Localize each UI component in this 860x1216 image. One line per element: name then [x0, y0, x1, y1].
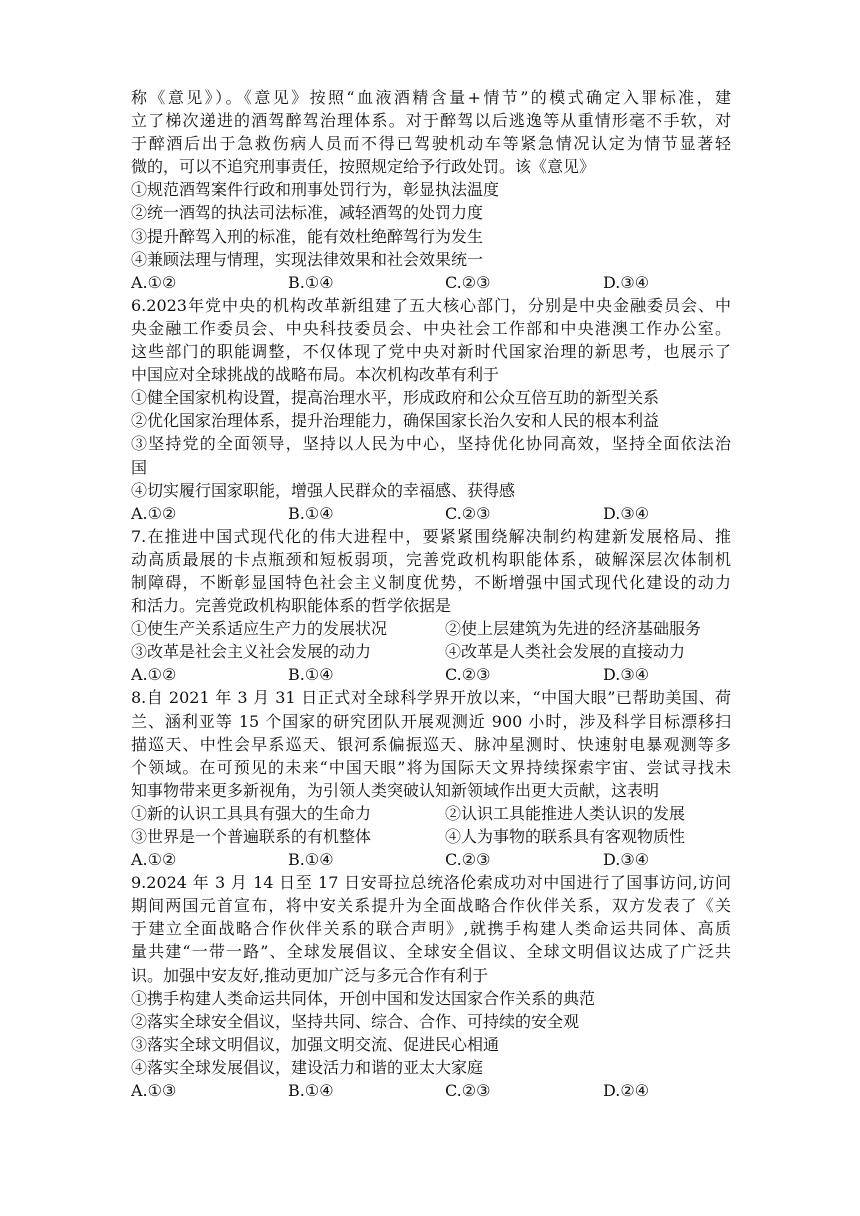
statement: ③坚持党的全面领导，坚持以人民为中心，坚持优化协同高效，坚持全面依法治 — [131, 434, 731, 454]
question-stem-line: 兰、涵利亚等 15 个国家的研究团队开展观测近 900 小时，涉及科学目标漂移扫 — [131, 711, 731, 731]
statement: ①规范酒驾案件行政和刑事处罚行为，彰显执法温度 — [131, 180, 500, 200]
question-7 — [131, 525, 731, 687]
option-d: D.②④ — [603, 1081, 650, 1101]
option-a: A.①② — [131, 850, 177, 870]
question-stem-line: 8.自 2021 年 3 月 31 日正式对全球科学界开放以来，“中国大眼”已帮助美国、荷 — [131, 688, 731, 708]
question-9 — [131, 871, 731, 1102]
option-c: C.②③ — [445, 272, 491, 292]
question-stem-line: 6.2023年党中央的机构改革新组建了五大核心部门，分别是中央金融委员会、中 — [131, 295, 731, 315]
question-stem-line: 识。加强中安友好,推动更加广泛与多元合作有利于 — [131, 965, 489, 985]
question-stem-line: 知事物带来更多新视角，为引领人类突破认知新领域作出更大贡献，这表明 — [131, 780, 660, 800]
statement: ②使上层建筑为先进的经济基础服务 — [445, 619, 702, 639]
statement-pair — [131, 825, 731, 848]
answer-options — [131, 663, 731, 686]
answer-options — [131, 848, 731, 871]
option-a: A.①② — [131, 665, 177, 685]
statement: ③改革是社会主义社会发展的动力 — [131, 642, 372, 662]
question-6 — [131, 294, 731, 525]
statement: ④兼顾法理与情理，实现法律效果和社会效果统一 — [131, 249, 484, 269]
question-stem-line: 描巡天、中性会早系巡天、银河系偏振巡天、脉冲星测时、快速射电暴观测等多 — [131, 734, 731, 754]
statement: ①携手构建人类命运共同体，开创中国和发达国家合作关系的典范 — [131, 988, 596, 1008]
statement: 国 — [131, 457, 148, 477]
statement: ③提升醉驾入刑的标准，能有效杜绝醉驾行为发生 — [131, 226, 484, 246]
question-stem-line: 7.在推进中国式现代化的伟大进程中，要紧紧围绕解决制约构建新发展格局、推 — [131, 526, 731, 546]
question-stem-line: 9.2024 年 3 月 14 日至 17 日安哥拉总统洛伦索成功对中国进行了国事访问,访问 — [131, 873, 731, 893]
statement-pair — [131, 640, 731, 663]
option-b: B.①④ — [288, 665, 334, 685]
question-stem-line: 称《意见》）。《意见》按照“血液酒精含量+情节”的模式确定入罪标准，建 — [131, 88, 731, 107]
statement: ③世界是一个普遍联系的有机整体 — [131, 827, 372, 846]
question-stem-line: 立了梯次递进的酒驾醉驾治理体系。对于醉驾以后逃逸等从重情形毫不手软，对 — [131, 111, 731, 131]
option-c: C.②③ — [445, 1081, 491, 1101]
option-c: C.②③ — [445, 665, 491, 685]
question-stem-line: 动高质最展的卡点瓶颈和短板弱项，完善党政机构职能体系，破解深层次体制机 — [131, 549, 731, 569]
option-c: C.②③ — [445, 503, 491, 523]
question-stem-line: 这些部门的职能调整，不仅体现了党中央对新时代国家治理的新思考，也展示了 — [131, 342, 731, 362]
option-d: D.③④ — [603, 850, 650, 870]
answer-options — [131, 1079, 731, 1102]
statement: ④落实全球发展倡议，建设活力和谐的亚太大家庭 — [131, 1057, 484, 1077]
question-stem-line: 量共建“一带一路”、全球发展倡议、全球安全倡议、全球文明倡议达成了广泛共 — [131, 942, 731, 962]
statement: ②落实全球安全倡议，坚持共同、综合、合作、可持续的安全观 — [131, 1011, 580, 1031]
answer-options — [131, 502, 731, 525]
question-stem-line: 制障碍，不断彰显国特色社会主义制度优势，不断增强中国式现代化建设的动力 — [131, 572, 731, 592]
document-page — [131, 86, 731, 1102]
statement: ②优化国家治理体系，提升治理能力，确保国家长治久安和人民的根本利益 — [131, 411, 660, 431]
option-a: A.①③ — [131, 1081, 177, 1101]
statement: ④切实履行国家职能，增强人民群众的幸福感、获得感 — [131, 480, 516, 500]
statement: ①使生产关系适应生产力的发展状况 — [131, 619, 388, 639]
option-b: B.①④ — [288, 850, 334, 870]
answer-options — [131, 271, 731, 294]
option-a: A.①② — [131, 503, 177, 523]
question-8 — [131, 686, 731, 871]
statement: ②统一酒驾的执法司法标准，减轻酒驾的处罚力度 — [131, 203, 484, 223]
option-b: B.①④ — [288, 1081, 334, 1101]
option-a: A.①② — [131, 272, 177, 292]
option-d: D.③④ — [603, 503, 650, 523]
option-b: B.①④ — [288, 503, 334, 523]
statement-pair — [131, 617, 731, 640]
question-stem-line: 央金融工作委员会、中央科技委员会、中央社会工作部和中央港澳工作办公室。 — [131, 318, 731, 338]
question-stem-line: 期间两国元首宣布，将中安关系提升为全面战略合作伙伴关系，双方发表了《关 — [131, 896, 731, 916]
statement: ③落实全球文明倡议，加强文明交流、促进民心相通 — [131, 1034, 500, 1054]
option-d: D.③④ — [603, 272, 650, 292]
question-stem-line: 中国应对全球挑战的战略布局。本次机构改革有利于 — [131, 365, 500, 385]
statement: ①新的认识工具具有强大的生命力 — [131, 803, 372, 823]
question-stem-line: 个领域。在可预见的未来“中国天眼”将为国际天文界持续探索宇宙、尝试寻找未 — [131, 757, 731, 777]
statement: ①健全国家机构设置，提高治理水平，形成政府和公众互倍互助的新型关系 — [131, 388, 660, 408]
option-d: D.③④ — [603, 665, 650, 685]
question-5 — [131, 86, 731, 294]
statement: ②认识工具能推进人类认识的发展 — [445, 803, 686, 823]
question-stem-line: 微的，可以不追究刑事责任，按照规定给予行政处罚。该《意见》 — [131, 157, 596, 177]
option-b: B.①④ — [288, 272, 334, 292]
statement-pair — [131, 802, 731, 825]
question-stem-line: 于醉酒后出于急救伤病人员而不得已驾驶机动车等紧急情况认定为情节显著轻 — [131, 134, 731, 154]
statement: ④改革是人类社会发展的直接动力 — [445, 642, 686, 662]
question-stem-line: 和活力。完善党政机构职能体系的哲学依据是 — [131, 596, 452, 616]
option-c: C.②③ — [445, 850, 491, 870]
statement: ④人为事物的联系具有客观物质性 — [445, 827, 686, 846]
question-stem-line: 于建立全面战略合作伙伴关系的联合声明》,就携手构建人类命运共同体、高质 — [131, 919, 731, 939]
